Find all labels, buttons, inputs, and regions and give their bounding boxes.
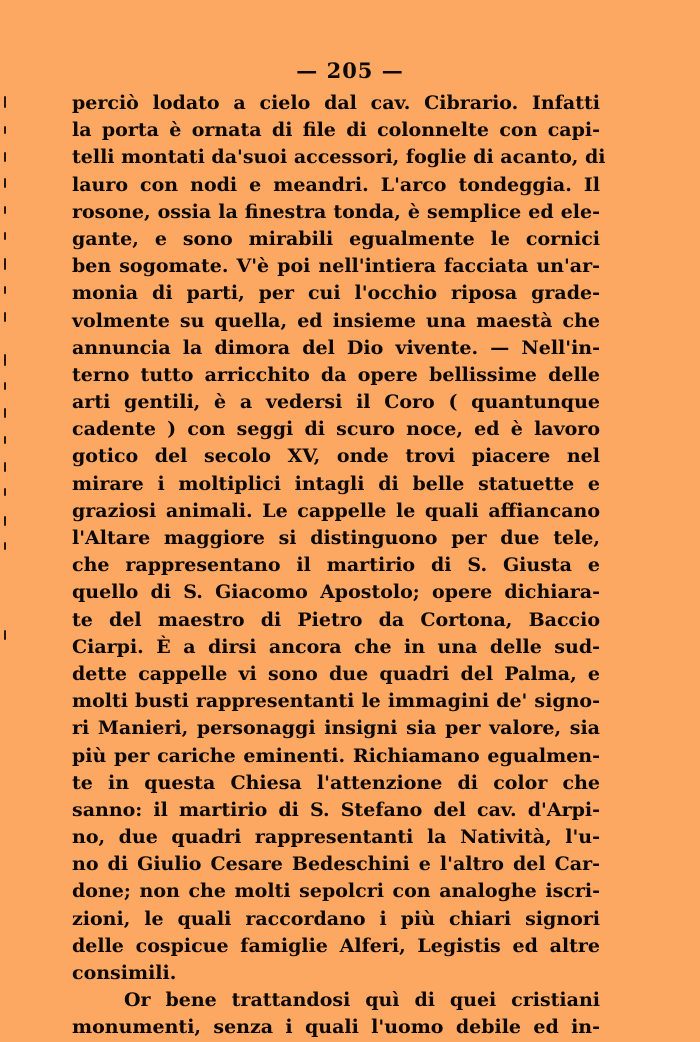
page-body bbox=[72, 90, 606, 1042]
text-line: volmente su quella, ed insieme una maestà che bbox=[72, 309, 600, 332]
text-line: no, due quadri rappresentanti la Natività, l'u- bbox=[72, 826, 600, 849]
text-line: ri Manieri, personaggi insigni sia per valore, sia bbox=[72, 717, 600, 740]
margin-mark bbox=[4, 258, 6, 270]
text-line: annuncia la dimora del Dio vivente. — Nell'in- bbox=[72, 336, 600, 359]
text-line: gante, e sono mirabili egualmente le cornici bbox=[72, 227, 600, 250]
paragraph bbox=[72, 987, 600, 1041]
text-line: perciò lodato a cielo dal cav. Cibrario. Infatti bbox=[72, 92, 600, 114]
margin-mark bbox=[4, 152, 6, 162]
text-line: che rappresentano il martirio di S. Giusta e bbox=[72, 554, 600, 577]
margin-mark bbox=[4, 630, 6, 640]
text-line: ben sogomate. V'è poi nell'intiera facciata un'ar- bbox=[72, 255, 600, 278]
text-line: te in questa Chiesa l'attenzione di color che bbox=[72, 771, 600, 794]
margin-mark bbox=[4, 488, 6, 496]
text-line: gotico del secolo XV, onde trovi piacere nel bbox=[72, 445, 600, 468]
text-line: arti gentili, è a vedersi il Coro ( quantunque bbox=[72, 391, 600, 414]
margin-mark bbox=[4, 206, 6, 214]
page-number: — 205 — bbox=[296, 58, 404, 83]
margin-mark bbox=[4, 542, 6, 550]
margin-mark bbox=[4, 232, 6, 240]
text-line: monumenti, senza i quali l'uomo debile ed in- bbox=[72, 1016, 600, 1039]
text-line: cadente ) con seggi di scuro noce, ed è lavoro bbox=[72, 418, 600, 441]
text-line: monia di parti, per cui l'occhio riposa grade- bbox=[72, 282, 600, 305]
margin-mark bbox=[4, 462, 6, 472]
text-line: graziosi animali. Le cappelle le quali affiancano bbox=[72, 499, 600, 522]
margin-bleed-marks bbox=[0, 96, 14, 656]
text-line: done; non che molti sepolcri con analoghe iscri- bbox=[72, 880, 600, 903]
text-line: zioni, le quali raccordano i più chiari signori bbox=[72, 907, 600, 930]
text-line: l'Altare maggiore si distinguono per due tele, bbox=[72, 527, 600, 549]
margin-mark bbox=[4, 96, 6, 108]
text-line: la porta è ornata di file di colonnelte con capi- bbox=[72, 119, 600, 142]
text-line: lauro con nodi e meandri. L'arco tondeggia. Il bbox=[72, 173, 600, 196]
text-line: te del maestro di Pietro da Cortona, Baccio bbox=[72, 608, 600, 631]
margin-mark bbox=[4, 436, 6, 444]
margin-mark bbox=[4, 286, 6, 294]
margin-mark bbox=[4, 382, 6, 390]
margin-mark bbox=[4, 178, 6, 188]
margin-mark bbox=[4, 408, 6, 418]
text-line: telli montati da'suoi accessori, foglie di acanto, di bbox=[72, 146, 606, 169]
text-line: mirare i moltiplici intagli di belle statuette e bbox=[72, 472, 600, 495]
text-line: Or bene trattandosi quì di quei cristiani bbox=[124, 989, 600, 1012]
margin-mark bbox=[4, 312, 6, 322]
margin-mark bbox=[4, 354, 6, 366]
text-line: delle cospicue famiglie Alferi, Legistis ed altre bbox=[72, 934, 600, 957]
margin-mark bbox=[4, 516, 6, 526]
text-line: rosone, ossia la finestra tonda, è semplice ed ele- bbox=[72, 200, 600, 223]
text-line: consimili. bbox=[72, 962, 177, 984]
paragraph bbox=[72, 90, 606, 987]
text-line: no di Giulio Cesare Bedeschini e l'altro del Car- bbox=[72, 853, 600, 876]
text-line: dette cappelle vi sono due quadri del Palma, e bbox=[72, 662, 600, 685]
text-line: quello di S. Giacomo Apostolo; opere dichiara- bbox=[72, 581, 600, 604]
text-line: terno tutto arricchito da opere bellissime delle bbox=[72, 363, 600, 386]
margin-mark bbox=[4, 126, 6, 134]
text-line: sanno: il martirio di S. Stefano del cav. d'Arpi- bbox=[72, 798, 600, 821]
text-line: più per cariche eminenti. Richiamano egualmen- bbox=[72, 744, 600, 767]
text-line: molti busti rappresentanti le immagini de' signo- bbox=[72, 690, 600, 713]
text-line: Ciarpi. È a dirsi ancora che in una delle sud- bbox=[72, 635, 600, 658]
